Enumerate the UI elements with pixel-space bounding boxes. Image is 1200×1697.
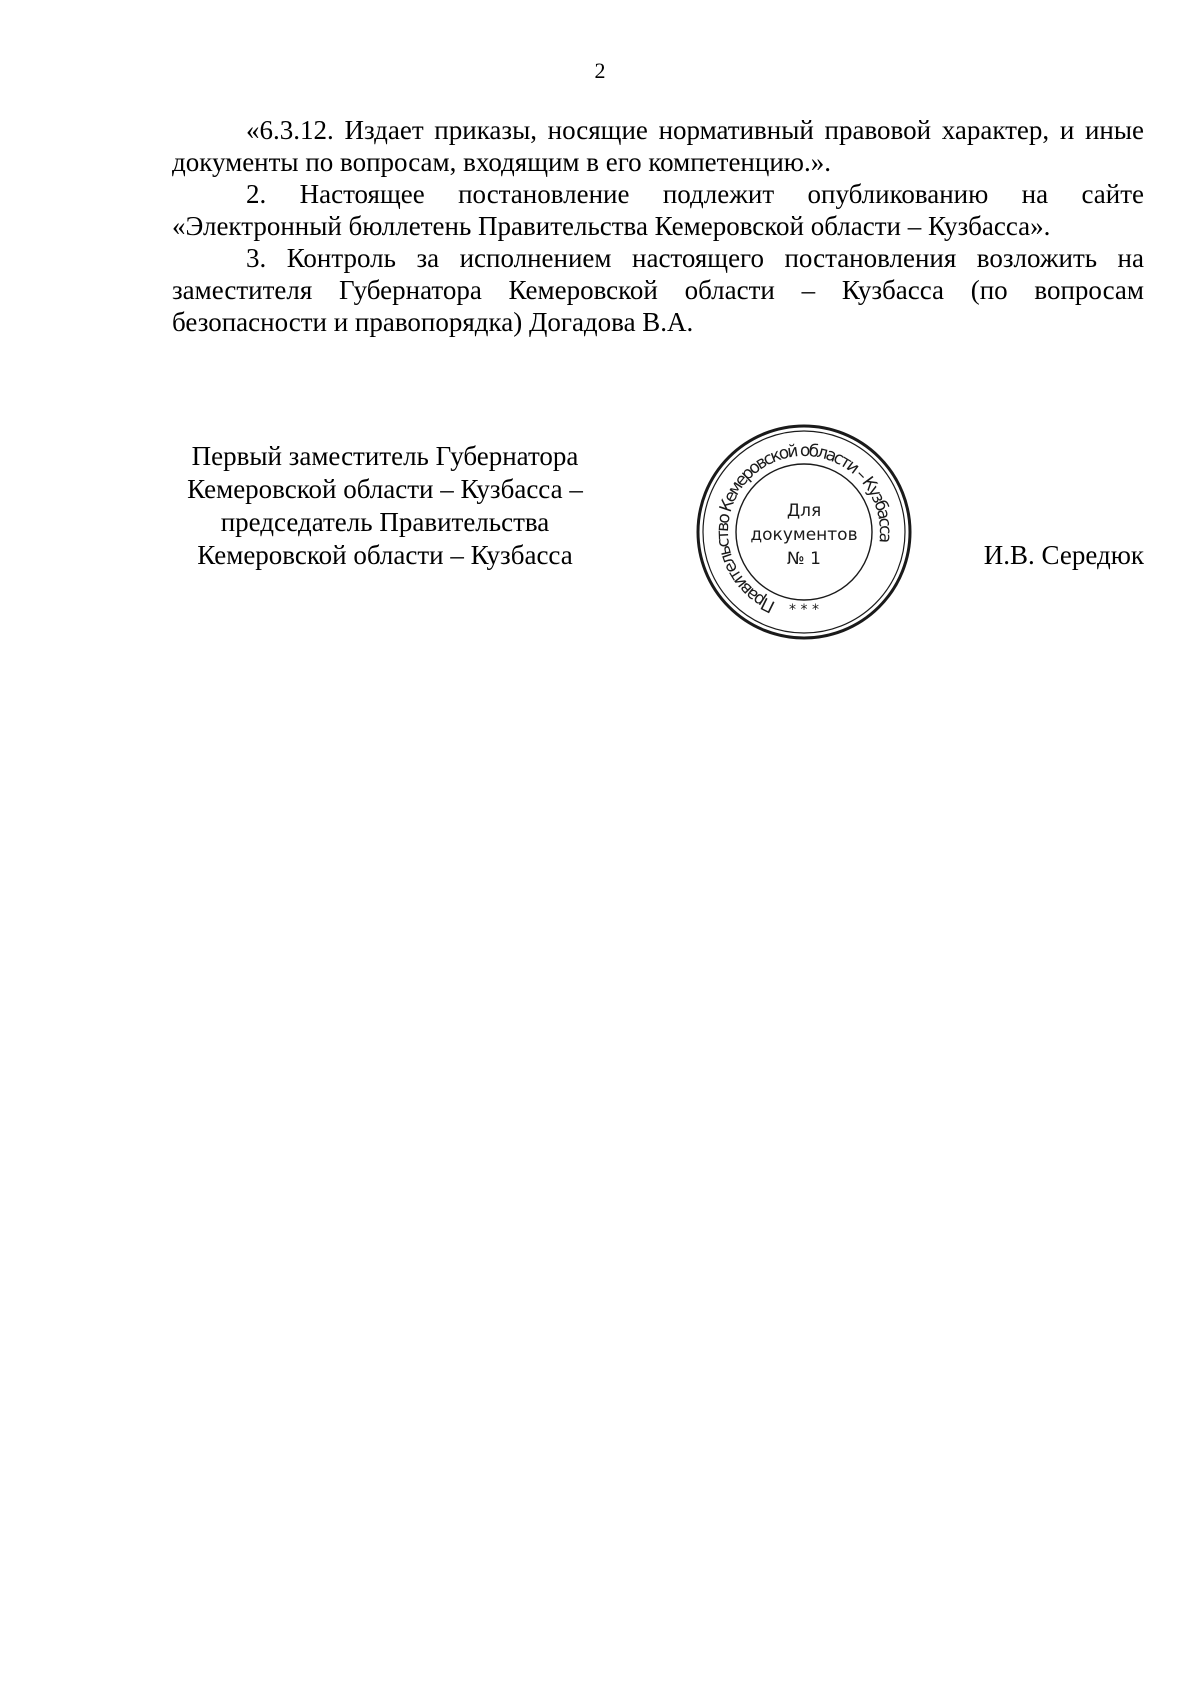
- paragraph-publication: 2. Настоящее постановление подлежит опубликованию на сайте «Электронный бюллетень Правительства Кемеровской области – Кузбасса».: [172, 179, 1144, 241]
- official-seal: [690, 418, 918, 646]
- seal-center-line: № 1: [787, 549, 821, 569]
- seal-graphic: [690, 418, 918, 646]
- seal-center-line: документов: [750, 525, 858, 545]
- seal-bottom-marks: * * *: [789, 602, 819, 618]
- paragraph-clause-6-3-12: «6.3.12. Издает приказы, носящие нормативный правовой характер, и иные документы по вопросам, входящим в его компетенцию.».: [172, 115, 1144, 177]
- signatory-position-line: председатель Правительства: [220, 507, 550, 537]
- paragraph-control: 3. Контроль за исполнением настоящего постановления возложить на заместителя Губернатора Кемеровской области – Кузбасса (по вопросам безопасности и правопорядка) Догадова В.А.: [172, 243, 1144, 337]
- document-body: [172, 114, 1144, 338]
- page-number: 2: [594, 58, 606, 83]
- signatory-name: И.В. Середюк: [983, 540, 1144, 570]
- seal-center-line: Для: [786, 501, 822, 521]
- signatory-position-line: Кемеровской области – Кузбасса –: [187, 474, 583, 504]
- signatory-position: [160, 440, 610, 572]
- signatory-position-line: Кемеровской области – Кузбасса: [197, 540, 573, 570]
- signatory-position-line: Первый заместитель Губернатора: [191, 441, 579, 471]
- seal-ring-text-path: Правительство Кемеровской области – Кузбасса: [712, 440, 896, 617]
